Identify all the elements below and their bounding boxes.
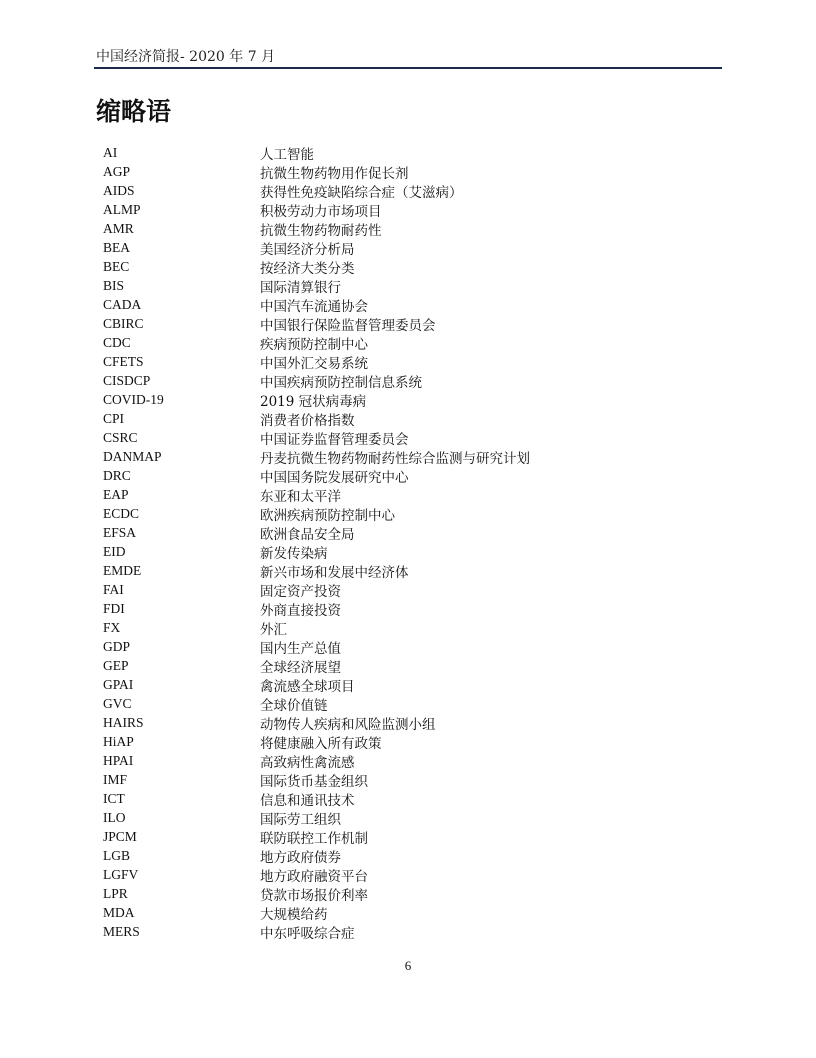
abbreviation-definition: 国内生产总值 [260,640,341,657]
abbreviation-term: EID [103,543,126,559]
abbreviation-row [103,618,703,637]
abbreviation-row [103,713,703,732]
abbreviation-row [103,371,703,390]
abbreviation-definition: 国际清算银行 [260,279,341,296]
abbreviation-row [103,466,703,485]
abbreviation-term: CBIRC [103,315,144,331]
abbreviation-row [103,580,703,599]
abbreviation-term: LPR [103,885,128,901]
abbreviation-row [103,751,703,770]
abbreviation-term: LGB [103,847,130,863]
abbreviation-term: FAI [103,581,124,597]
abbreviation-term: CISDCP [103,372,151,388]
abbreviation-list [103,143,703,941]
abbreviation-term: EFSA [103,524,137,540]
page-title: 缩略语 [96,97,172,126]
abbreviation-definition: 欧洲食品安全局 [260,526,355,543]
abbreviation-row [103,257,703,276]
abbreviation-definition: 国际劳工组织 [260,811,341,828]
abbreviation-definition: 中国汽车流通协会 [260,298,368,315]
abbreviation-definition: 贷款市场报价利率 [260,887,368,904]
abbreviation-row [103,504,703,523]
abbreviation-term: GDP [103,638,131,654]
abbreviation-term: BEA [103,239,130,255]
abbreviation-term: ILO [103,809,126,825]
abbreviation-definition: 外汇 [260,621,287,638]
abbreviation-term: BEC [103,258,130,274]
abbreviation-row [103,789,703,808]
abbreviation-definition: 信息和通讯技术 [260,792,355,809]
abbreviation-row [103,561,703,580]
abbreviation-row [103,903,703,922]
abbreviation-definition: 将健康融入所有政策 [260,735,382,752]
abbreviation-definition: 消费者价格指数 [260,412,355,429]
abbreviation-definition: 中东呼吸综合症 [260,925,355,942]
abbreviation-definition: 2019 冠状病毒病 [260,393,367,410]
abbreviation-term: FX [103,619,121,635]
abbreviation-row [103,181,703,200]
abbreviation-definition: 高致病性禽流感 [260,754,355,771]
abbreviation-term: MDA [103,904,135,920]
abbreviation-row [103,409,703,428]
abbreviation-definition: 禽流感全球项目 [260,678,355,695]
abbreviation-row [103,770,703,789]
abbreviation-row [103,219,703,238]
abbreviation-row [103,390,703,409]
abbreviation-definition: 中国银行保险监督管理委员会 [260,317,436,334]
abbreviation-row [103,732,703,751]
abbreviation-row [103,200,703,219]
abbreviation-term: BIS [103,277,125,293]
abbreviation-definition: 获得性免疫缺陷综合症（艾滋病） [260,184,463,201]
abbreviation-definition: 地方政府债券 [260,849,341,866]
abbreviation-definition: 中国证券监督管理委员会 [260,431,409,448]
abbreviation-term: GVC [103,695,132,711]
abbreviation-definition: 抗微生物药物耐药性 [260,222,382,239]
abbreviation-definition: 动物传人疾病和风险监测小组 [260,716,436,733]
abbreviation-term: HiAP [103,733,134,749]
abbreviation-row [103,314,703,333]
abbreviation-row [103,333,703,352]
abbreviation-definition: 地方政府融资平台 [260,868,368,885]
abbreviation-row [103,884,703,903]
page-number: 6 [404,958,412,973]
abbreviation-definition: 新发传染病 [260,545,328,562]
abbreviation-definition: 抗微生物药物用作促长剂 [260,165,409,182]
abbreviation-row [103,599,703,618]
abbreviation-row [103,276,703,295]
abbreviation-term: AMR [103,220,134,236]
abbreviation-row [103,447,703,466]
abbreviation-row [103,846,703,865]
abbreviation-row [103,694,703,713]
abbreviation-term: CPI [103,410,125,426]
abbreviation-term: DRC [103,467,131,483]
abbreviation-term: CADA [103,296,142,312]
abbreviation-row [103,656,703,675]
abbreviation-term: HAIRS [103,714,144,730]
abbreviation-term: GEP [103,657,129,673]
abbreviation-definition: 人工智能 [260,146,314,163]
abbreviation-row [103,922,703,941]
abbreviation-row [103,865,703,884]
abbreviation-term: AIDS [103,182,135,198]
abbreviation-row [103,523,703,542]
abbreviation-row [103,295,703,314]
abbreviation-row [103,808,703,827]
abbreviation-term: DANMAP [103,448,162,464]
abbreviation-term: ECDC [103,505,140,521]
abbreviation-definition: 中国外汇交易系统 [260,355,368,372]
abbreviation-term: LGFV [103,866,139,882]
header-rule [94,67,722,69]
abbreviation-row [103,162,703,181]
abbreviation-term: HPAI [103,752,134,768]
abbreviation-definition: 欧洲疾病预防控制中心 [260,507,395,524]
abbreviation-definition: 全球经济展望 [260,659,341,676]
abbreviation-definition: 外商直接投资 [260,602,341,619]
abbreviation-row [103,352,703,371]
abbreviation-term: GPAI [103,676,134,692]
abbreviation-definition: 国际货币基金组织 [260,773,368,790]
abbreviation-row [103,238,703,257]
abbreviation-term: EMDE [103,562,142,578]
abbreviation-row [103,143,703,162]
abbreviation-row [103,675,703,694]
abbreviation-definition: 丹麦抗微生物药物耐药性综合监测与研究计划 [260,450,530,467]
abbreviation-term: MERS [103,923,140,939]
abbreviation-term: FDI [103,600,125,616]
abbreviation-term: JPCM [103,828,137,844]
abbreviation-definition: 中国国务院发展研究中心 [260,469,409,486]
abbreviation-definition: 按经济大类分类 [260,260,355,277]
abbreviation-term: IMF [103,771,128,787]
abbreviation-row [103,827,703,846]
abbreviation-term: AI [103,144,118,160]
abbreviation-definition: 东亚和太平洋 [260,488,341,505]
abbreviation-definition: 积极劳动力市场项目 [260,203,382,220]
abbreviation-definition: 中国疾病预防控制信息系统 [260,374,422,391]
abbreviation-row [103,637,703,656]
abbreviation-definition: 大规模给药 [260,906,328,923]
abbreviation-definition: 全球价值链 [260,697,328,714]
abbreviation-definition: 美国经济分析局 [260,241,355,258]
abbreviation-term: EAP [103,486,129,502]
abbreviation-term: COVID-19 [103,391,164,407]
abbreviation-definition: 新兴市场和发展中经济体 [260,564,409,581]
abbreviation-row [103,485,703,504]
abbreviation-term: ICT [103,790,125,806]
abbreviation-term: CDC [103,334,131,350]
running-header: 中国经济简报- 2020 年 7 月 [96,49,276,65]
abbreviation-definition: 联防联控工作机制 [260,830,368,847]
abbreviation-term: CFETS [103,353,144,369]
abbreviation-term: AGP [103,163,131,179]
abbreviation-definition: 疾病预防控制中心 [260,336,368,353]
abbreviation-definition: 固定资产投资 [260,583,341,600]
abbreviation-row [103,542,703,561]
abbreviation-term: CSRC [103,429,138,445]
abbreviation-row [103,428,703,447]
abbreviation-term: ALMP [103,201,141,217]
